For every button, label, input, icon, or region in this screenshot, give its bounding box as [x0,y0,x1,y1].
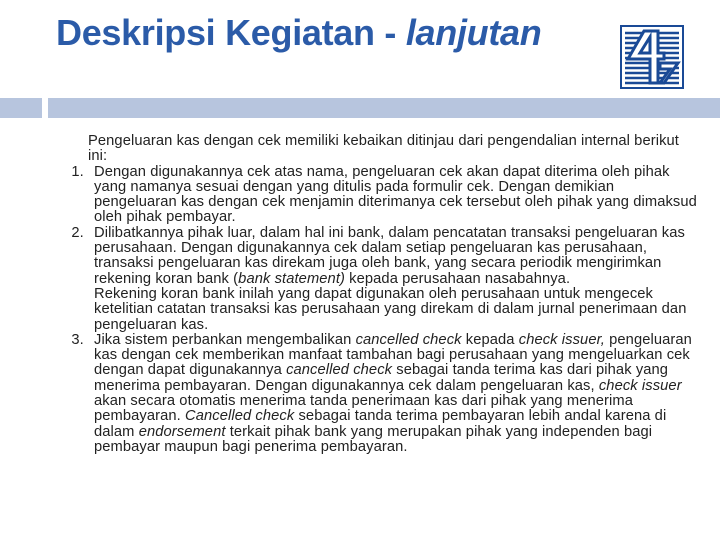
title-main: Deskripsi Kegiatan - [56,12,406,53]
list-item-3-text-6: sebagai tanda terima pembayaran lebih andal karena di dalam [94,408,667,440]
list-item-3-text-1: Jika sistem perbankan mengembalikan [94,331,356,348]
list-item-3-text-7: terkait pihak bank yang merupakan pihak yang independen bagi pembayar maupun bagi penerima pembayaran. [94,423,653,455]
header-bar-right [48,98,720,118]
header-bar-left [0,98,42,118]
title-emphasis: lanjutan [405,12,542,53]
list-item-3-italic-4: check issuer [598,377,682,394]
list-item-3-italic-5: Cancelled check [185,408,295,425]
list-item-3-text-4: sebagai tanda terima kas dari pihak yang menerima pembayaran. Dengan digunakannya cek dalam pengeluaran kas, [94,362,669,394]
list-item-3-italic-6: endorsement [138,423,226,440]
list-item-1 [88,165,700,226]
list-item-2-text-a: Dilibatkannya pihak luar, dalam hal ini bank, dalam pencatatan transaksi pengeluaran kas perusahaan. Dengan digunakannya cek dalam setiap pengeluaran kas perusahaan, transaksi pengeluaran kas direkam juga oleh bank, yang secara periodik mengirimkan rekening koran bank ( [94,224,685,287]
logo-icon [620,25,684,89]
list-item-3 [88,333,700,455]
list-item-3-text-3: pengeluaran kas dengan cek memberikan manfaat tambahan bagi perusahaan yang mengeluarkan cek dengan dapat digunakannya [94,331,692,379]
list-item-2 [88,226,700,333]
intro-paragraph: Pengeluaran kas dengan cek memiliki kebaikan ditinjau dari pengendalian internal berikut ini: [88,133,679,165]
list-item-3-text-5: akan secara otomatis menerima tanda penerimaan kas dari pihak yang menerima pembayaran. [94,393,633,425]
list-item-3-italic-2: check issuer, [518,331,605,348]
list-item-2-text-b: kepada perusahaan nasabahnya. [345,270,571,287]
body-content [50,134,700,455]
list-item-3-italic-1: cancelled check [355,331,462,348]
numbered-list [50,165,700,456]
list-item-3-text-2: kepada [461,331,519,348]
list-item-1-text: Dengan digunakannya cek atas nama, pengeluaran cek akan dapat diterima oleh pihak yang namanya sesuai dengan yang ditulis pada formulir cek. Dengan demikian pengeluaran kas dengan cek menjamin diterimanya cek tersebut oleh pihak yang dimaksud oleh pihak pembayar. [94,163,697,226]
page-title [56,12,541,54]
list-item-2-subparagraph: Rekening koran bank inilah yang dapat digunakan oleh perusahaan untuk mengecek ketelitian catatan transaksi kas perusahaan yang direkam di dalam jurnal penerimaan dan pengeluaran kas. [94,285,687,333]
list-item-2-italic: bank statement) [238,270,345,287]
list-item-3-italic-3: cancelled check [286,362,393,379]
